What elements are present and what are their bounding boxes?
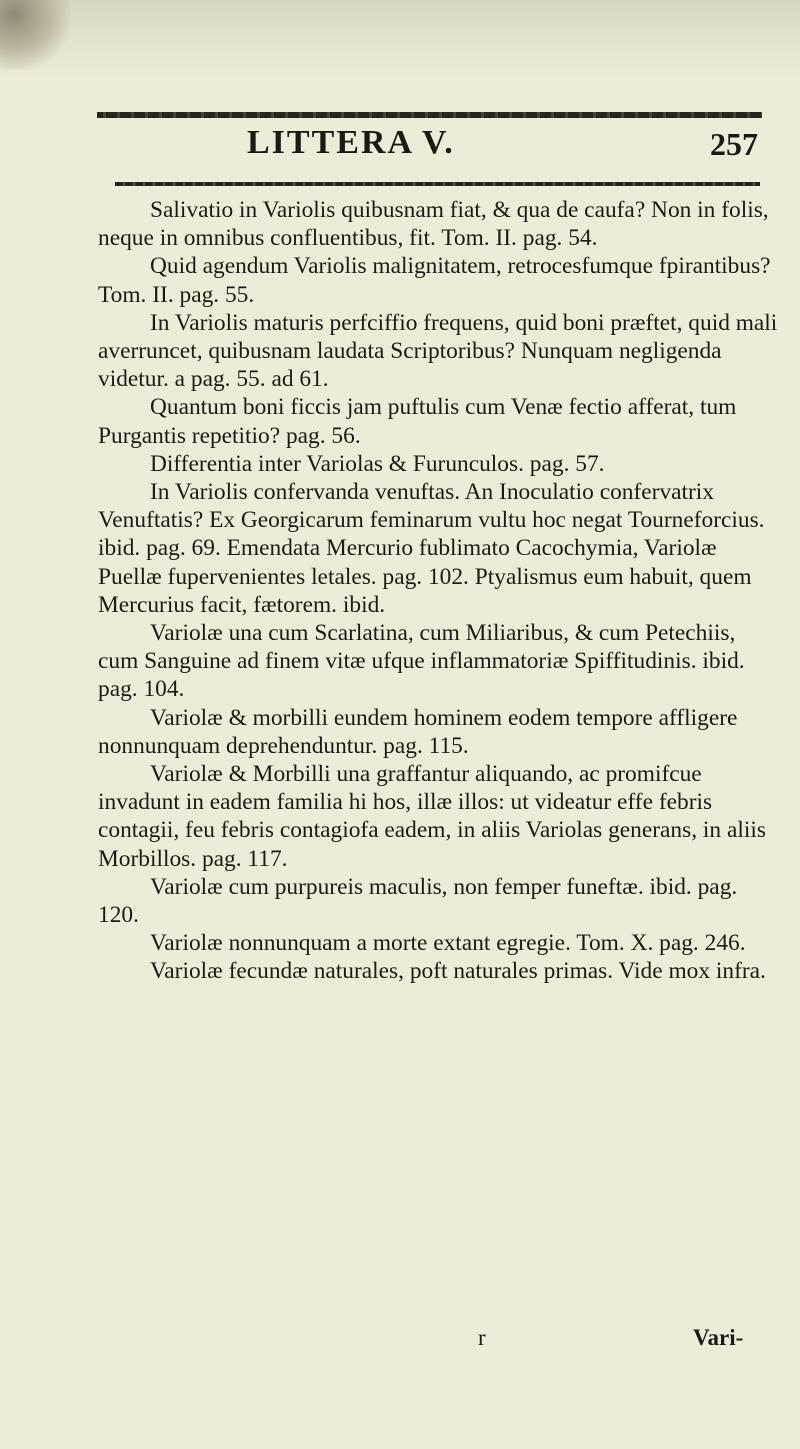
index-entry: Variolæ fecundæ naturales, poft naturales primas. Vide mox infra. [150,958,766,985]
index-entry: Differentia inter Variolas & Furunculos. pag. 57. [150,450,605,477]
index-entry: Quid agendum Variolis malignitatem, retrocesfumque fpirantibus? Tom. II. pag. 55. [98,253,771,308]
running-title: LITTERA V. [247,124,455,161]
index-entry: Variolæ cum purpureis maculis, non femper funeftæ. ibid. pag. 120. [98,873,738,929]
page-top-edge [0,0,800,80]
index-entry: In Variolis maturis perfciffio frequens, quid boni præftet, quid mali averruncet, quibusnam laudata Scriptoribus? Nunquam negligenda videtur. a pag. 55. ad 61. [98,309,778,393]
index-text-body [98,196,778,986]
page-footer [98,1325,778,1355]
index-entry: Variolæ & Morbilli una graffantur aliquando, ac promifcue invadunt in eadem familia hi hos, illæ illos: ut videatur effe febris contagii, feu febris contagiofa eadem, in aliis Variolas generans, in aliis Morbillos. pag. 117. [98,761,766,872]
index-entry: Salivatio in Variolis quibusnam fiat, & qua de caufa? Non in folis, neque in omnibus confluentibus, fit. Tom. II. pag. 54. [98,197,769,252]
page-stain [0,0,70,70]
header-underline-rule [115,182,760,186]
running-header [97,124,762,170]
catchword: Vari- [693,1325,744,1350]
signature-mark: r [478,1325,486,1350]
index-entry: Variolæ nonnunquam a morte extant egregie. Tom. X. pag. 246. [150,930,746,957]
index-entry: Variolæ & morbilli eundem hominem eodem tempore affligere nonnunquam deprehenduntur. pag. 115. [98,704,738,759]
header-ornament-rule [97,112,762,118]
index-entry: Quantum boni ficcis jam puftulis cum Venæ fectio afferat, tum Purgantis repetitio? pag. 56. [98,394,737,449]
page-number: 257 [710,126,758,162]
index-entry: In Variolis confervanda venuftas. An Inoculatio confervatrix Venuftatis? Ex Georgicarum feminarum vultu hoc negat Tourneforcius. ibid. pag. 69. Emendata Mercurio fublimato Cacochymia, Variolæ Puellæ fupervenientes letales. pag. 102. Ptyalismus eum habuit, quem Mercurius facit, fætorem. ibid. [98,479,765,618]
index-entry: Variolæ una cum Scarlatina, cum Miliaribus, & cum Petechiis, cum Sanguine ad finem vitæ ufque inflammatoriæ Spiffitudinis. ibid. pag. 104. [98,620,745,703]
